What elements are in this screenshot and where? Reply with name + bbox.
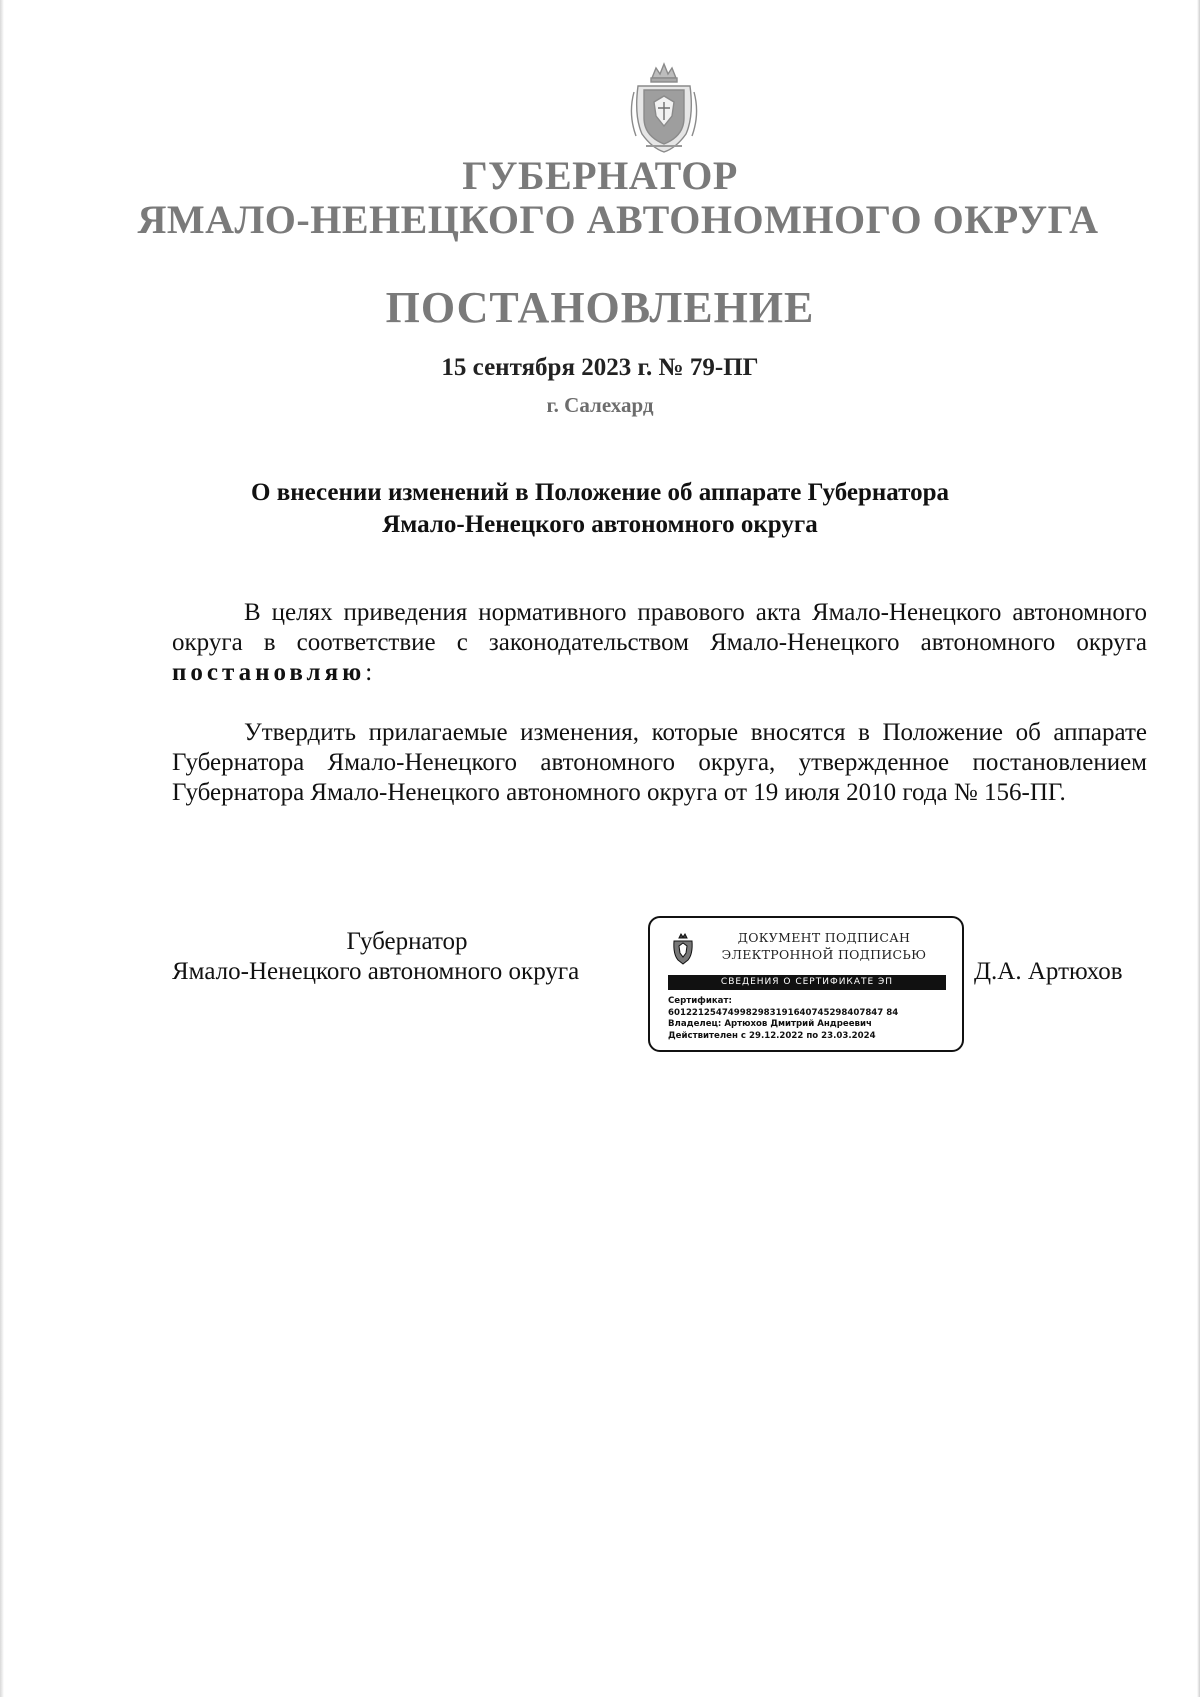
- stamp-cert-label: Сертификат:: [668, 996, 732, 1006]
- stamp-heading-line-1: ДОКУМЕНТ ПОДПИСАН: [737, 930, 911, 945]
- stamp-certificate-info: [668, 996, 952, 1042]
- stamp-owner: Владелец: Артюхов Дмитрий Андреевич: [668, 1019, 872, 1029]
- stamp-certificate-bar: СВЕДЕНИЯ О СЕРТИФИКАТЕ ЭП: [668, 975, 946, 990]
- stamp-emblem-icon: [670, 932, 696, 966]
- paragraph-1-emphasis: постановляю: [172, 659, 366, 686]
- stamp-validity: Действителен с 29.12.2022 по 23.03.2024: [668, 1030, 876, 1041]
- coat-of-arms-icon: [624, 56, 704, 156]
- paragraph-1-text: В целях приведения нормативного правового акта Ямало-Ненецкого автономного округа в соответствие с законодательством Ямало-Ненецкого автономного округа: [172, 599, 1147, 656]
- scan-edge-left: [0, 0, 4, 1697]
- electronic-signature-stamp: [648, 916, 964, 1052]
- document-city: г. Салехард: [546, 393, 654, 417]
- document-type: ПОСТАНОВЛЕНИЕ: [385, 283, 815, 332]
- subject-line-2: Ямало-Ненецкого автономного округа: [382, 511, 818, 538]
- body-paragraph-2: [172, 718, 1147, 808]
- signer-title: [172, 927, 642, 987]
- body-paragraph-1: [172, 598, 1147, 688]
- stamp-heading-line-2: ЭЛЕКТРОННОЙ ПОДПИСЬЮ: [721, 947, 927, 962]
- subject-line-1: О внесении изменений в Положение об аппарате Губернатора: [251, 479, 949, 506]
- document-date-number: 15 сентября 2023 г. № 79-ПГ: [441, 354, 759, 381]
- signer-name: Д.А. Артюхов: [974, 958, 1123, 985]
- signer-title-line-1: Губернатор: [346, 928, 468, 955]
- stamp-cert-value: 601221254749982983191640745298407847 84: [668, 1007, 899, 1018]
- stamp-heading: [708, 929, 940, 963]
- paragraph-2-text: Утвердить прилагаемые изменения, которые вносятся в Положение об аппарате Губернатора Ямало-Ненецкого автономного округа, утвержденное постановлением Губернатора Ямало-Ненецкого автономного округа от 19 июля 2010 года № 156-ПГ.: [172, 719, 1147, 806]
- org-title-line-1: ГУБЕРНАТОР: [462, 153, 738, 198]
- paragraph-1-end: :: [365, 659, 373, 686]
- signer-title-line-2: Ямало-Ненецкого автономного округа: [172, 958, 580, 985]
- document-subject: [0, 477, 1200, 541]
- org-title-line-2: ЯМАЛО-НЕНЕЦКОГО АВТОНОМНОГО ОКРУГА: [137, 197, 1099, 242]
